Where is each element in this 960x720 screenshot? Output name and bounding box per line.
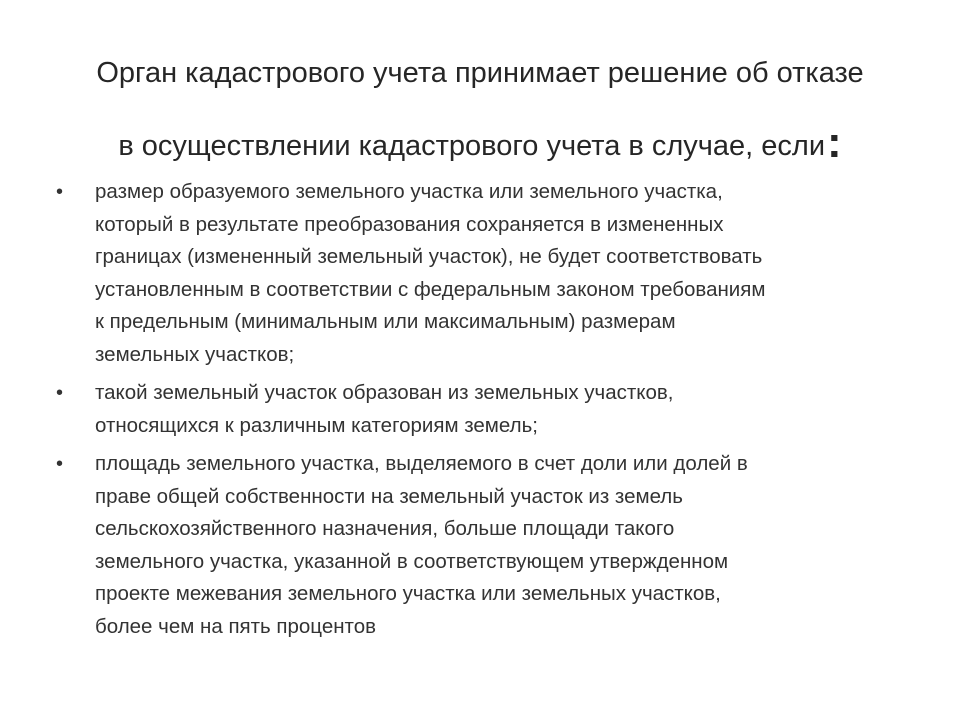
bullet-line: праве общей собственности на земельный участок из земель [95,484,683,508]
title-line-2-text: в осуществлении кадастрового учета в случае, если [118,130,826,162]
slide-title [40,38,920,181]
bullet-marker: • [56,382,64,404]
bullet-line: земельных участков; [95,342,295,366]
bullet-line: относящихся к различным категориям земель; [95,413,538,437]
bullet-line: к предельным (минимальным или максимальным) размерам [95,310,676,333]
bullet-marker: • [56,181,64,203]
bullet-line: который в результате преобразования сохраняется в измененных [95,212,724,236]
bullet-text [95,448,906,643]
bullet-line: сельскохозяйственного назначения, больше площади такого [95,517,675,540]
bullet-list [56,176,906,649]
bullet-text [95,176,906,371]
bullet-line: площадь земельного участка, выделяемого в счет доли или долей в [95,452,748,475]
bullet-line: проекте межевания земельного участка или земельных участков, [95,582,721,605]
bullet-line: земельного участка, указанной в соответствующем утвержденном [95,549,729,573]
bullet-text [95,377,906,442]
bullet-line: более чем на пять процентов [95,614,376,638]
bullet-item [56,448,906,643]
bullet-marker: • [56,453,64,475]
bullet-line: установленным в соответствии с федеральным законом требованиям [95,277,766,301]
bullet-item [56,377,906,442]
bullet-line: границах (измененный земельный участок), не будет соответствовать [95,245,763,268]
bullet-line: такой земельный участок образован из земельных участков, [95,381,674,404]
bullet-line: размер образуемого земельного участка или земельного участка, [95,180,723,203]
title-line-1: Орган кадастрового учета принимает решение об отказе [96,57,864,89]
title-colon: : [827,118,842,167]
title-line-2 [40,108,920,181]
bullet-item [56,176,906,371]
